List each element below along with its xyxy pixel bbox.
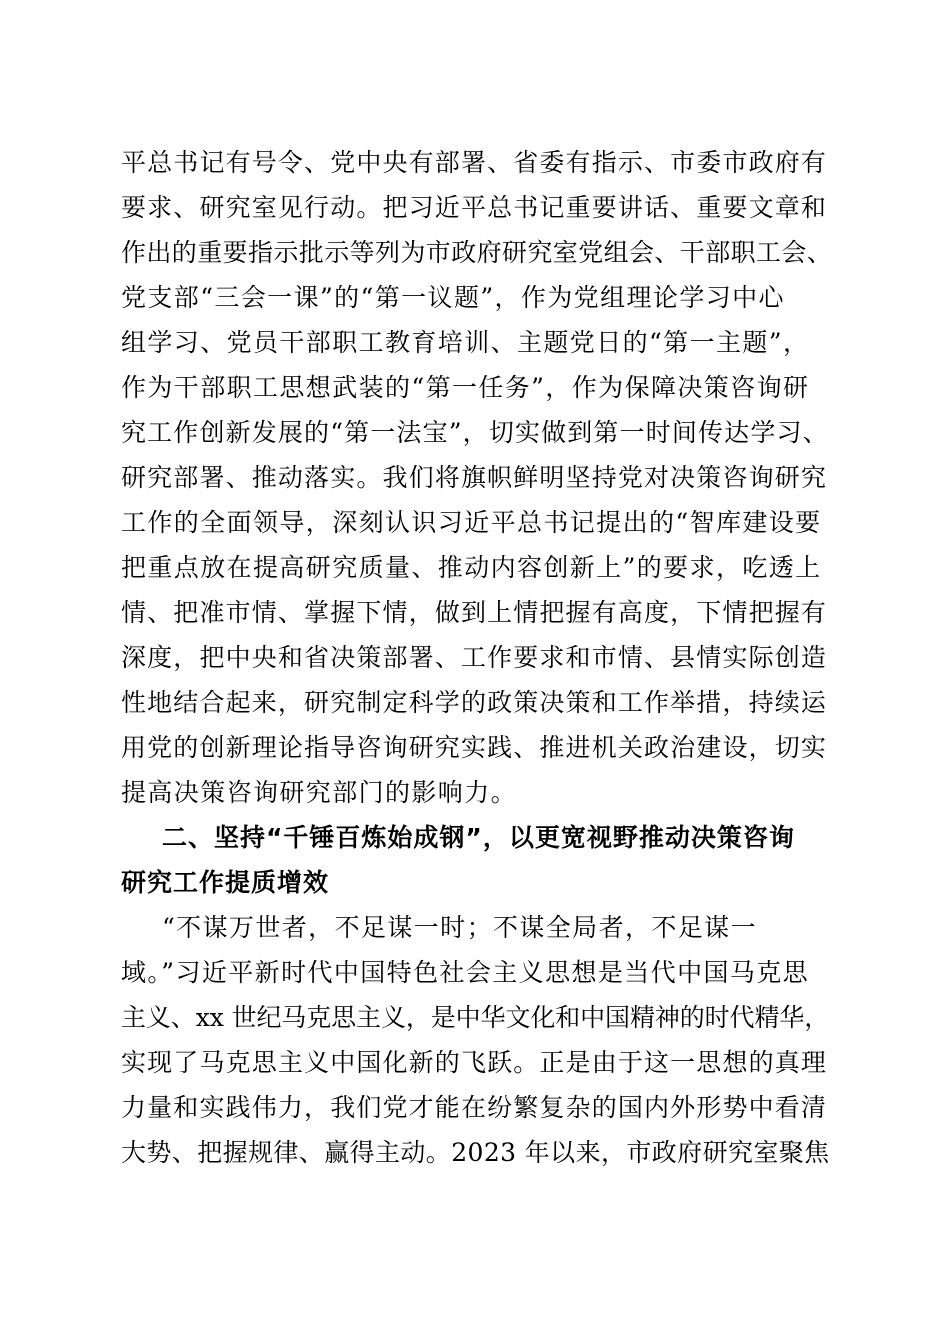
text-line: 研究部署、推动落实。我们将旗帜鲜明坚持党对决策咨询研究 xyxy=(121,463,828,492)
text-line: 力量和实践伟力，我们党才能在纷繁复杂的国内外形势中看清 xyxy=(121,1093,828,1122)
text-line: 域。”习近平新时代中国特色社会主义思想是当代中国马克思 xyxy=(121,958,810,987)
text-line: 深度，把中央和省决策部署、工作要求和市情、县情实际创造 xyxy=(121,643,828,672)
text-line: 工作的全面领导，深刻认识习近平总书记提出的“智库建设要 xyxy=(121,508,822,537)
text-line: 作为干部职工思想武装的“第一任务”，作为保障决策咨询研 xyxy=(121,373,810,402)
text-line: 大势、把握规律、赢得主动。2023 年以来，市政府研究室聚焦 xyxy=(121,1138,830,1167)
text-line: 性地结合起来，研究制定科学的政策决策和工作举措，持续运 xyxy=(121,688,828,717)
text-line: 平总书记有号令、党中央有部署、省委有指示、市委市政府有 xyxy=(121,148,828,177)
text-line: 党支部“三会一课”的“第一议题”，作为党组理论学习中心 xyxy=(121,283,785,312)
text-line: 要求、研究室见行动。把习近平总书记重要讲话、重要文章和 xyxy=(121,193,828,222)
text-line: 究工作创新发展的“第一法宝”，切实做到第一时间传达学习、 xyxy=(121,418,829,447)
text-line: 情、把准市情、掌握下情，做到上情把握有高度，下情把握有 xyxy=(121,598,828,627)
heading-line: 研究工作提质增效 xyxy=(121,868,330,897)
text-line: “不谋万世者，不足谋一时；不谋全局者，不足谋一 xyxy=(162,913,757,942)
text-line: 实现了马克思主义中国化新的飞跃。正是由于这一思想的真理 xyxy=(121,1048,828,1077)
text-line: 主义、xx 世纪马克思主义，是中华文化和中国精神的时代精华， xyxy=(121,1003,830,1032)
text-line: 组学习、党员干部职工教育培训、主题党日的“第一主题”， xyxy=(121,328,810,357)
text-line: 作出的重要指示批示等列为市政府研究室党组会、干部职工会、 xyxy=(121,238,833,267)
heading-line: 二、坚持“千锤百炼始成钢”，以更宽视野推动决策咨询 xyxy=(162,823,795,852)
text-line: 把重点放在提高研究质量、推动内容创新上”的要求，吃透上 xyxy=(121,553,822,582)
text-line: 用党的创新理论指导咨询研究实践、推进机关政治建设，切实 xyxy=(121,733,828,762)
text-line: 提高决策咨询研究部门的影响力。 xyxy=(121,778,518,807)
